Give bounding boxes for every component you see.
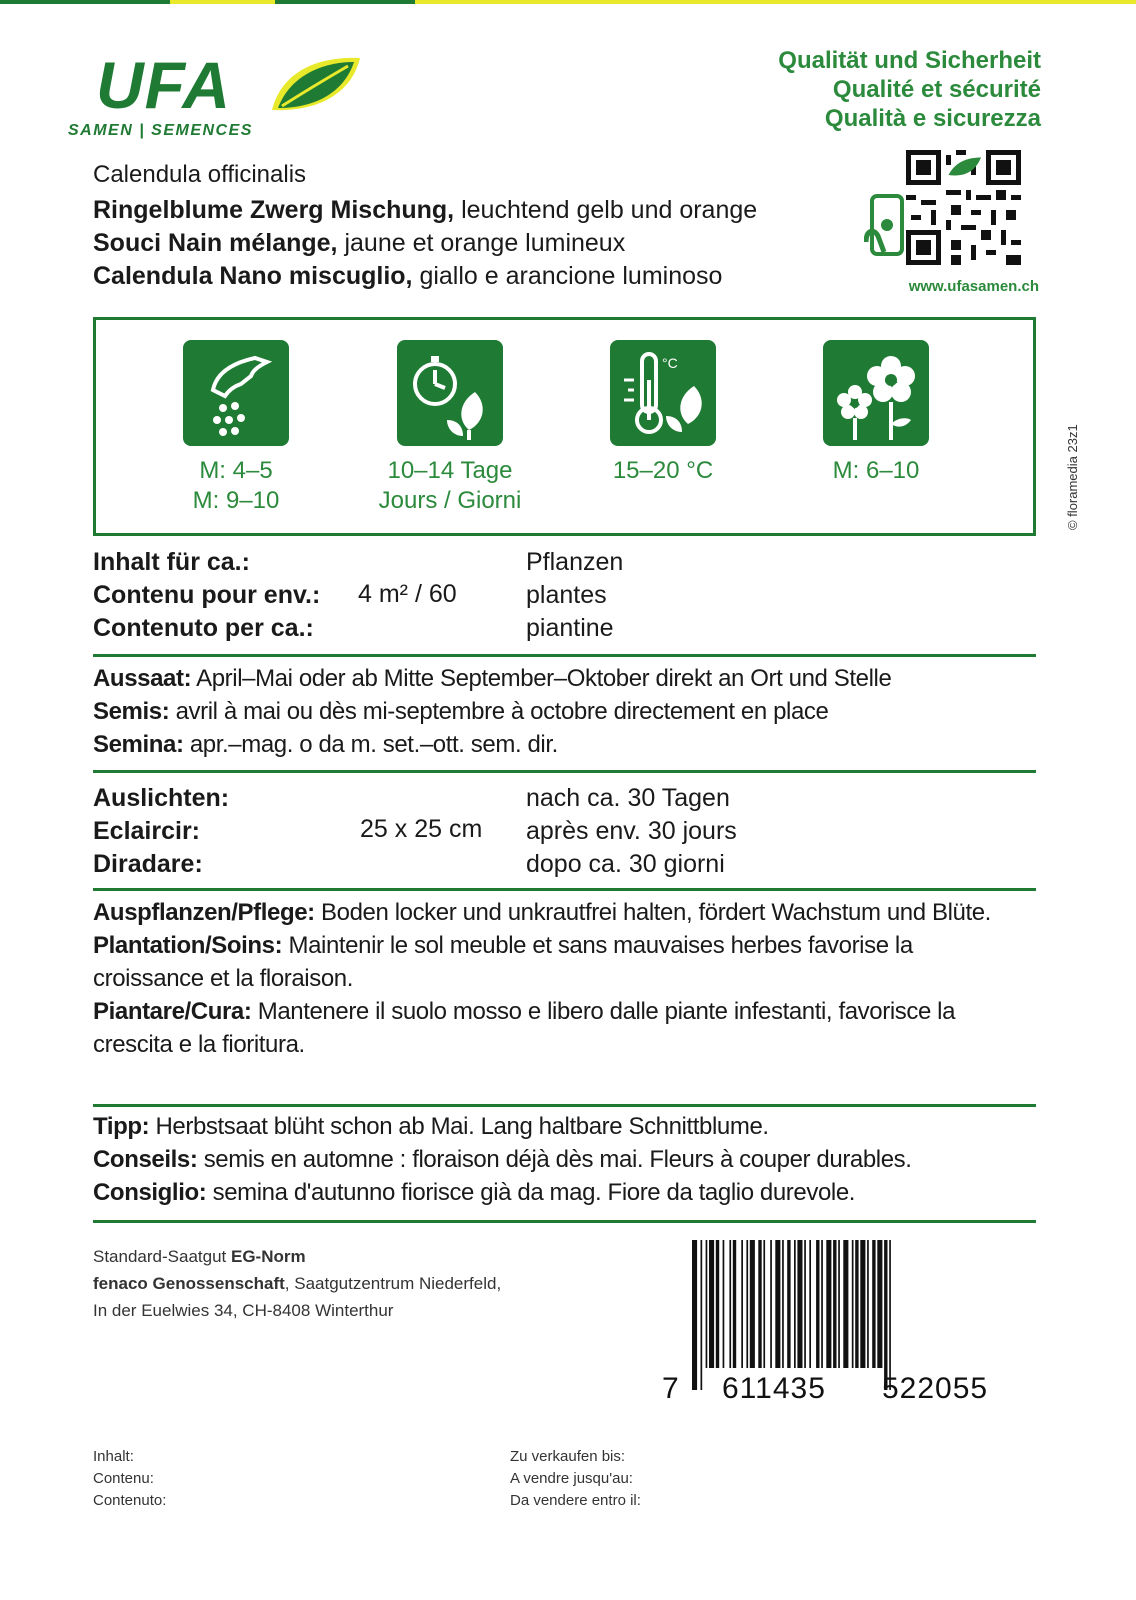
product-name-it: Calendula Nano miscuglio, giallo e arancione luminoso	[93, 262, 723, 290]
tips-de: Tipp: Herbstsaat blüht schon ab Mai. Lang haltbare Schnittblume.	[93, 1113, 769, 1140]
sowing-months-2: M: 9–10	[192, 487, 280, 514]
barcode-digits-left: 611435	[722, 1372, 826, 1405]
barcode-bar	[775, 1240, 780, 1368]
care-section	[93, 896, 1023, 1061]
barcode-digits-right: 522055	[882, 1372, 989, 1405]
content-units: Pflanzen plantes piantine	[526, 548, 624, 642]
barcode-bar	[797, 1240, 802, 1368]
ean-barcode	[690, 1240, 1025, 1390]
barcode-bar	[889, 1240, 891, 1390]
flower-icon	[823, 340, 929, 446]
care-fr: Plantation/Soins: Maintenir le sol meuble et sans mauvaises herbes favorise la croissance et la floraison.	[93, 932, 913, 992]
sell-by-labels: Zu verkaufen bis: A vendre jusqu'au: Da vendere entro il:	[510, 1448, 641, 1509]
sowing-hand-icon	[183, 340, 289, 446]
barcode-bar	[733, 1240, 736, 1368]
seed-standard: Standard-Saatgut EG-Norm	[93, 1247, 306, 1266]
sowing-it: Semina: apr.–mag. o da m. set.–ott. sem. dir.	[93, 731, 558, 758]
tips-it: Consiglio: semina d'autunno fiorisce già da mag. Fiore da taglio durevole.	[93, 1179, 856, 1206]
product-name-de: Ringelblume Zwerg Mischung, leuchtend gelb und orange	[93, 196, 758, 224]
barcode-bar	[867, 1240, 869, 1368]
barcode-bar	[709, 1240, 714, 1368]
barcode-bar	[843, 1240, 848, 1368]
barcode-digit-first: 7	[662, 1372, 679, 1405]
barcode-bar	[770, 1240, 772, 1368]
cultivation-icons-panel	[93, 317, 1036, 536]
divider	[93, 888, 1036, 891]
tips-section	[93, 1110, 1023, 1209]
qr-block	[864, 150, 1044, 300]
barcode-bar	[860, 1240, 865, 1368]
company-address: In der Euelwies 34, CH-8408 Winterthur	[93, 1301, 394, 1320]
barcode-bar	[826, 1240, 831, 1368]
barcode-bar	[816, 1240, 819, 1368]
care-it: Piantare/Cura: Mantenere il suolo mosso e libero dalle piante infestanti, favorisce la crescita e la fioritura.	[93, 998, 956, 1058]
divider	[93, 654, 1036, 657]
svg-text:°C: °C	[662, 355, 678, 371]
divider	[93, 1104, 1036, 1107]
barcode-bar	[692, 1240, 697, 1390]
thermometer-icon	[610, 340, 716, 446]
barcode-bar	[884, 1240, 887, 1390]
floramedia-credit: © floramedia 23z1	[1065, 424, 1080, 530]
barcode-bar	[763, 1240, 765, 1368]
barcode-bar	[758, 1240, 761, 1368]
website-url[interactable]: www.ufasamen.ch	[908, 278, 1039, 295]
sowing-fr: Semis: avril à mai ou dès mi-septembre à octobre directement en place	[93, 698, 829, 725]
flowering-months: M: 6–10	[832, 457, 920, 484]
product-name-fr: Souci Nain mélange, jaune et orange lumineux	[93, 229, 626, 257]
temperature-range: 15–20 °C	[612, 457, 714, 484]
content-fill-labels: Inhalt: Contenu: Contenuto:	[93, 1448, 167, 1509]
quality-de: Qualität und Sicherheit	[778, 47, 1041, 74]
care-de: Auspflanzen/Pflege: Boden locker und unkrautfrei halten, fördert Wachstum und Blüte.	[93, 899, 991, 926]
sowing-de: Aussaat: April–Mai oder ab Mitte September–Oktober direkt an Ort und Stelle	[93, 665, 892, 692]
content-labels: Inhalt für ca.: Contenu pour env.: Contenuto per ca.:	[93, 548, 321, 642]
latin-name: Calendula officinalis	[93, 161, 307, 188]
barcode-bar	[852, 1240, 854, 1368]
barcode-bar	[750, 1240, 755, 1368]
germination-info	[350, 340, 550, 516]
barcode-bar	[804, 1240, 806, 1368]
quality-fr: Qualité et sécurité	[832, 76, 1041, 103]
germination-days-fr-it: Jours / Giorni	[378, 487, 522, 514]
temperature-info	[563, 340, 763, 486]
barcode-bar	[838, 1240, 840, 1368]
barcode-bar	[821, 1240, 823, 1368]
barcode-bar	[794, 1240, 796, 1368]
qr-code-icon[interactable]	[906, 150, 1021, 265]
ufa-logo	[68, 50, 368, 145]
content-value: 4 m² / 60	[358, 580, 457, 608]
barcode-bar	[787, 1240, 790, 1368]
sowing-month-info	[136, 340, 336, 516]
thinning-spacing: 25 x 25 cm	[360, 815, 483, 843]
barcode-bar	[833, 1240, 836, 1368]
barcode-bar	[809, 1240, 811, 1368]
barcode-bar	[723, 1240, 725, 1368]
tips-fr: Conseils: semis en automne : floraison déjà dès mai. Fleurs à couper durables.	[93, 1146, 912, 1173]
barcode-bar	[706, 1240, 708, 1368]
barcode-bar	[746, 1240, 748, 1368]
divider	[93, 1220, 1036, 1223]
divider	[93, 770, 1036, 773]
barcode-bar	[729, 1240, 731, 1368]
barcode-bar	[701, 1240, 703, 1390]
barcode-bar	[782, 1240, 784, 1368]
barcode-bar	[855, 1240, 858, 1368]
barcode-bar	[741, 1240, 743, 1368]
barcode-bar	[716, 1240, 719, 1368]
logo-subtitle: SAMEN | SEMENCES	[68, 122, 253, 139]
barcode-bar	[872, 1240, 875, 1368]
sowing-months-1: M: 4–5	[199, 457, 273, 484]
company-name: fenaco Genossenschaft, Saatgutzentrum Niederfeld,	[93, 1274, 502, 1293]
barcode-bar	[877, 1240, 882, 1368]
leaf-logo-icon	[268, 54, 363, 114]
top-color-bar	[0, 0, 1136, 4]
thinning-labels: Auslichten: Eclaircir: Diradare:	[93, 784, 230, 878]
germination-timer-icon	[397, 340, 503, 446]
product-names	[93, 158, 757, 293]
quality-it: Qualità e sicurezza	[824, 105, 1041, 132]
germination-days: 10–14 Tage	[387, 457, 513, 484]
thinning-times: nach ca. 30 Tagen après env. 30 jours dopo ca. 30 giorni	[526, 784, 737, 878]
quality-statement	[778, 46, 1041, 133]
flowering-info	[776, 340, 976, 486]
logo-wordmark: UFA	[96, 48, 231, 122]
sowing-section	[93, 662, 1023, 761]
producer-info	[93, 1243, 501, 1324]
